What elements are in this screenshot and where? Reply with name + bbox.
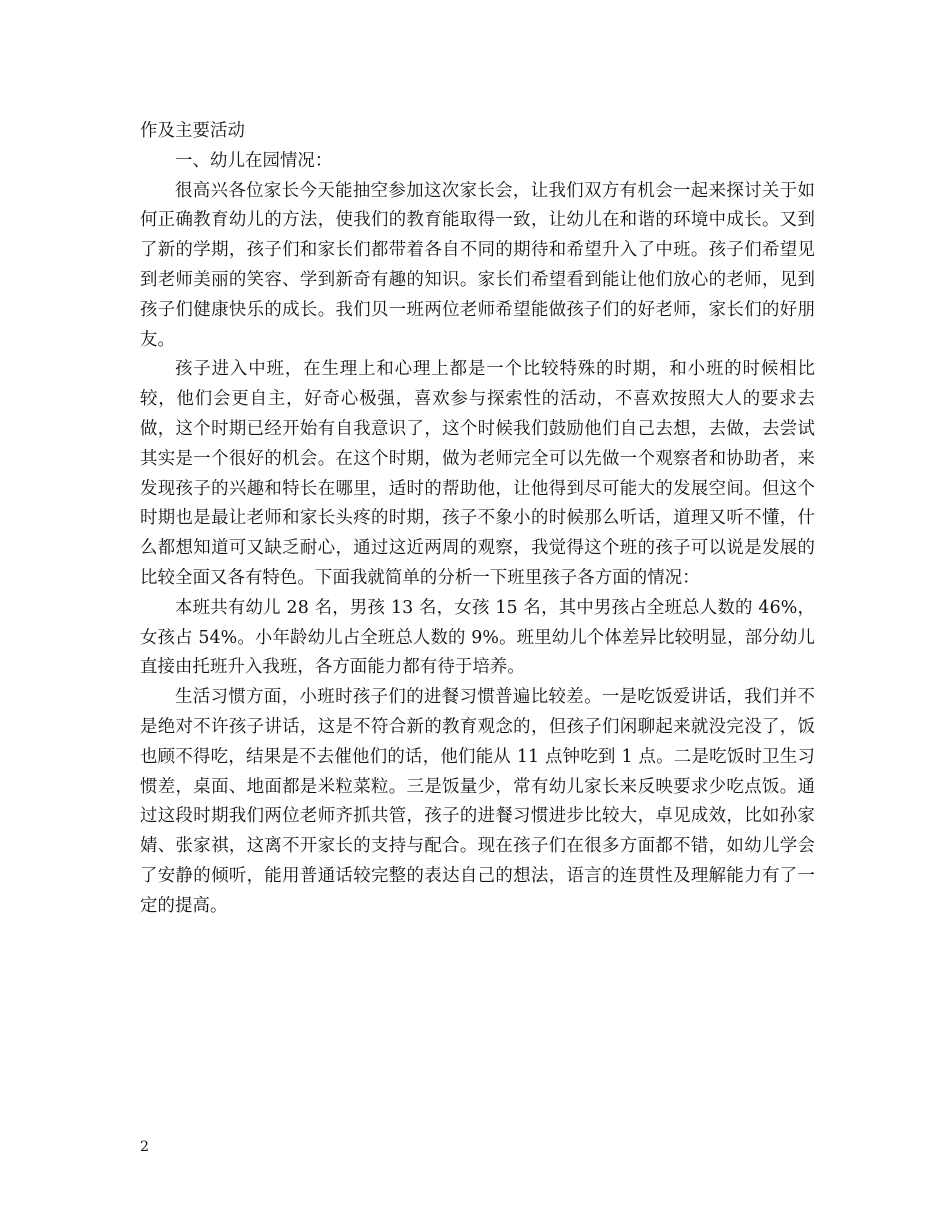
paragraph-2: 孩子进入中班，在生理上和心理上都是一个比较特殊的时期，和小班的时候相比较，他们会更自主，好奇心极强，喜欢参与探索性的活动，不喜欢按照大人的要求去做，这个时期已经开始有自我意识了，这个时候我们鼓励他们自己去想，去做，去尝试其实是一个很好的机会。在这个时期，做为老师完全可以先做一个观察者和协助者，来发现孩子的兴趣和特长在哪里，适时的帮助他，让他得到尽可能大的发展空间。但这个时期也是最让老师和家长头疼的时期，孩子不象小的时候那么听话，道理又听不懂，什么都想知道可又缺乏耐心，通过这近两周的观察，我觉得这个班的孩子可以说是发展的比较全面又各有特色。下面我就简单的分析一下班里孩子各方面的情况： (140, 359, 815, 588)
paragraph-4: 生活习惯方面，小班时孩子们的进餐习惯普遍比较差。一是吃饭爱讲话，我们并不是绝对不许孩子讲话，这是不符合新的教育观念的，但孩子们闲聊起来就没完没了，饭也顾不得吃，结果是不去催他们的话，他们能从 11 点钟吃到 1 点。二是吃饭时卫生习惯差，桌面、地面都是米粒菜粒。三是饭量少，常有幼儿家长来反映要求少吃点饭。通过这段时期我们两位老师齐抓共管，孩子的进餐习惯进步比较大，卓见成效，比如孙家婧、张家祺，这离不开家长的支持与配合。现在孩子们在很多方面都不错，如幼儿学会了安静的倾听，能用普通话较完整的表达自己的想法，语言的连贯性及理解能力有了一定的提高。 (140, 687, 815, 916)
section-title: 一、幼儿在园情况： (175, 150, 333, 171)
paragraph-3: 本班共有幼儿 28 名，男孩 13 名，女孩 15 名，其中男孩占全班总人数的 46%，女孩占 54%。小年龄幼儿占全班总人数的 9%。班里幼儿个体差异比较明显，部分幼儿直接由托班升入我班，各方面能力都有待于培养。 (140, 597, 815, 678)
paragraph-1: 很高兴各位家长今天能抽空参加这次家长会，让我们双方有机会一起来探讨关于如何正确教育幼儿的方法，使我们的教育能取得一致，让幼儿在和谐的环境中成长。又到了新的学期，孩子们和家长们都带着各自不同的期待和希望升入了中班。孩子们希望见到老师美丽的笑容、学到新奇有趣的知识。家长们希望看到能让他们放心的老师，见到孩子们健康快乐的成长。我们贝一班两位老师希望能做孩子们的好老师，家长们的好朋友。 (140, 180, 815, 350)
heading-continuation: 作及主要活动 (140, 121, 245, 141)
page-number: 2 (140, 1139, 149, 1155)
document-body (140, 117, 815, 922)
